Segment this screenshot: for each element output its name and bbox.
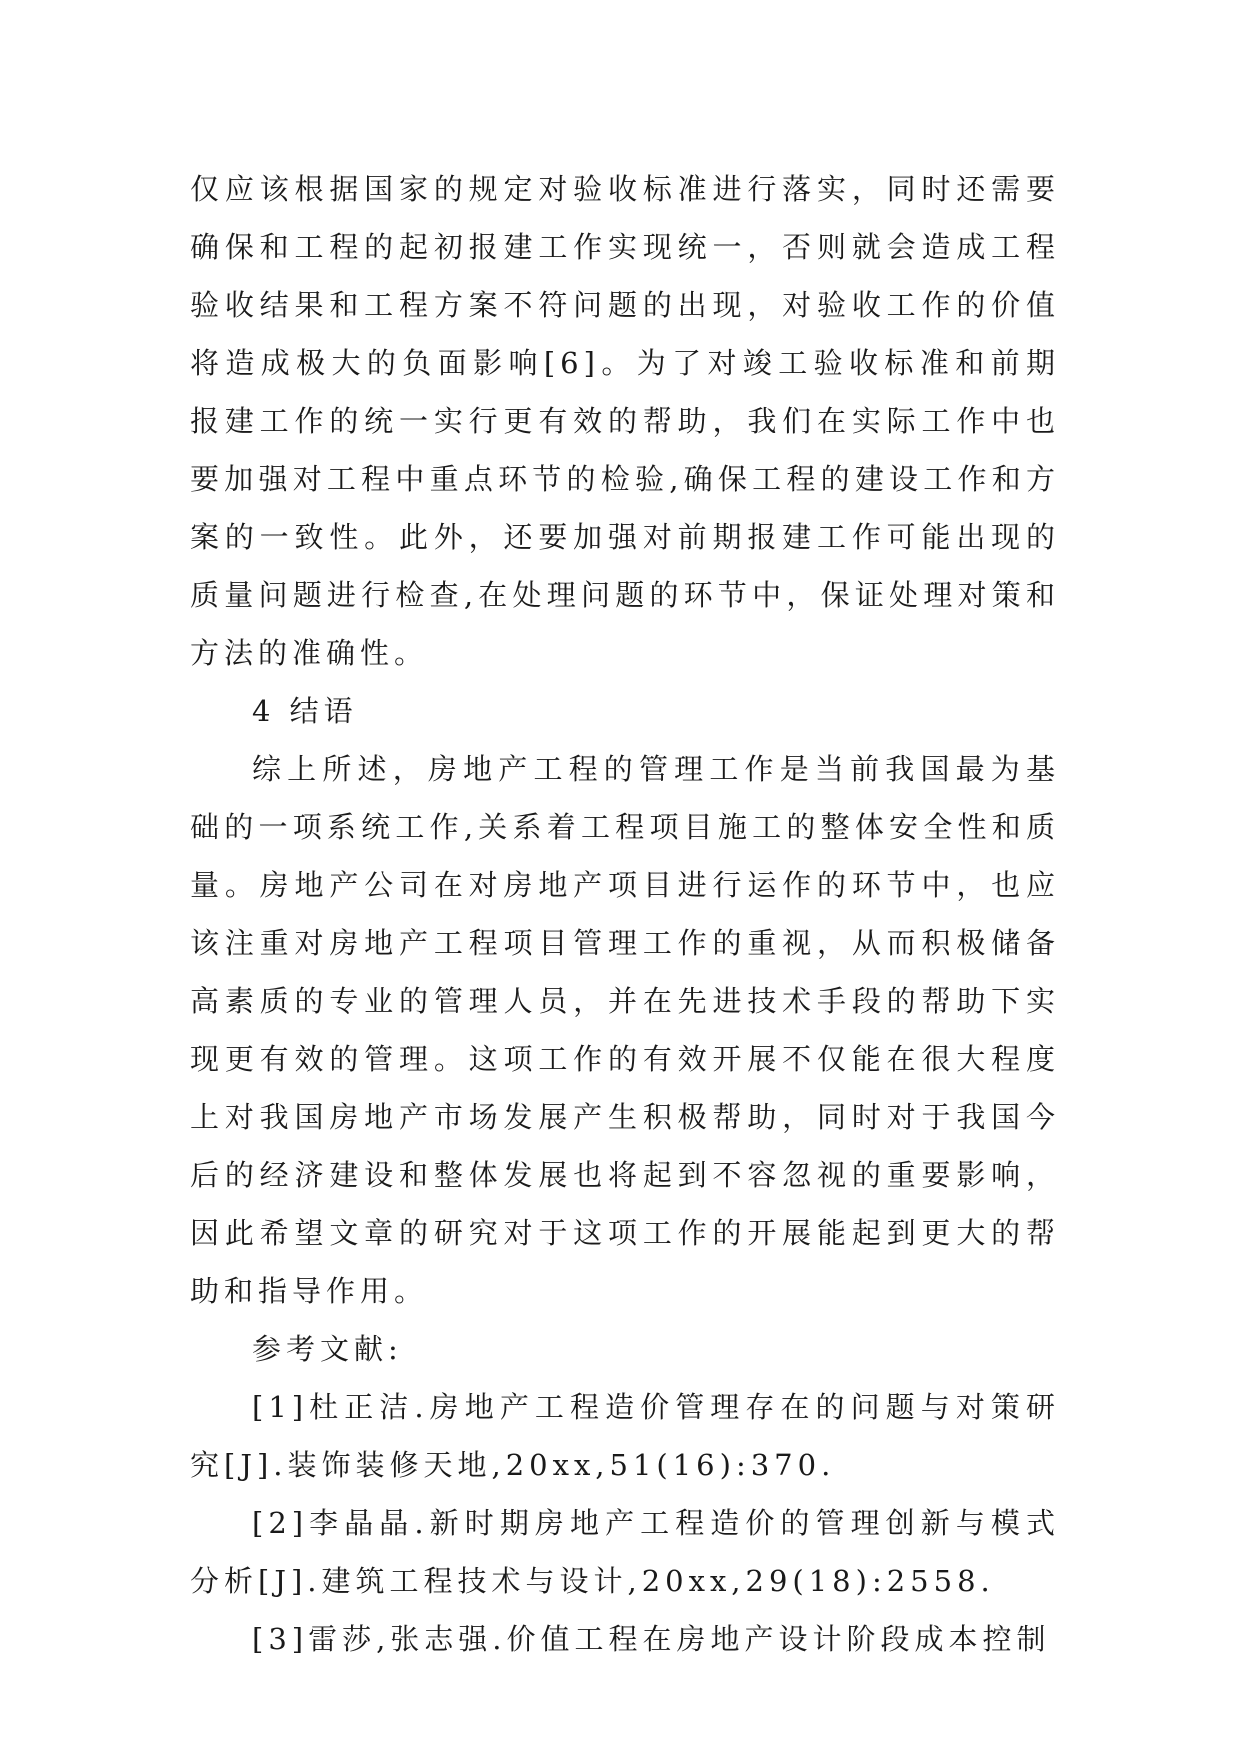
reference-item-2: [2]李晶晶.新时期房地产工程造价的管理创新与模式分析[J].建筑工程技术与设计,20xx,29(18):2558.	[190, 1506, 1060, 1598]
reference-item-3: [3]雷莎,张志强.价值工程在房地产设计阶段成本控制	[252, 1622, 1051, 1656]
reference-item-1: [1]杜正洁.房地产工程造价管理存在的问题与对策研究[J].装饰装修天地,20xx,51(16):370.	[190, 1390, 1060, 1482]
body-paragraph-continuation: 仅应该根据国家的规定对验收标准进行落实，同时还需要确保和工程的起初报建工作实现统一，否则就会造成工程验收结果和工程方案不符问题的出现，对验收工作的价值将造成极大的负面影响[6]。为了对竣工验收标准和前期报建工作的统一实行更有效的帮助，我们在实际工作中也要加强对工程中重点环节的检验,确保工程的建设工作和方案的一致性。此外，还要加强对前期报建工作可能出现的质量问题进行检查,在处理问题的环节中，保证处理对策和方法的准确性。	[190, 172, 1060, 670]
references-heading: 参考文献:	[252, 1332, 403, 1366]
section-heading-conclusion: 4 结语	[252, 694, 358, 728]
body-paragraph-conclusion: 综上所述，房地产工程的管理工作是当前我国最为基础的一项系统工作,关系着工程项目施工的整体安全性和质量。房地产公司在对房地产项目进行运作的环节中，也应该注重对房地产工程项目管理工作的重视，从而积极储备高素质的专业的管理人员，并在先进技术手段的帮助下实现更有效的管理。这项工作的有效开展不仅能在很大程度上对我国房地产市场发展产生积极帮助，同时对于我国今后的经济建设和整体发展也将起到不容忽视的重要影响，因此希望文章的研究对于这项工作的开展能起到更大的帮助和指导作用。	[190, 752, 1060, 1308]
document-page	[190, 160, 1060, 1668]
